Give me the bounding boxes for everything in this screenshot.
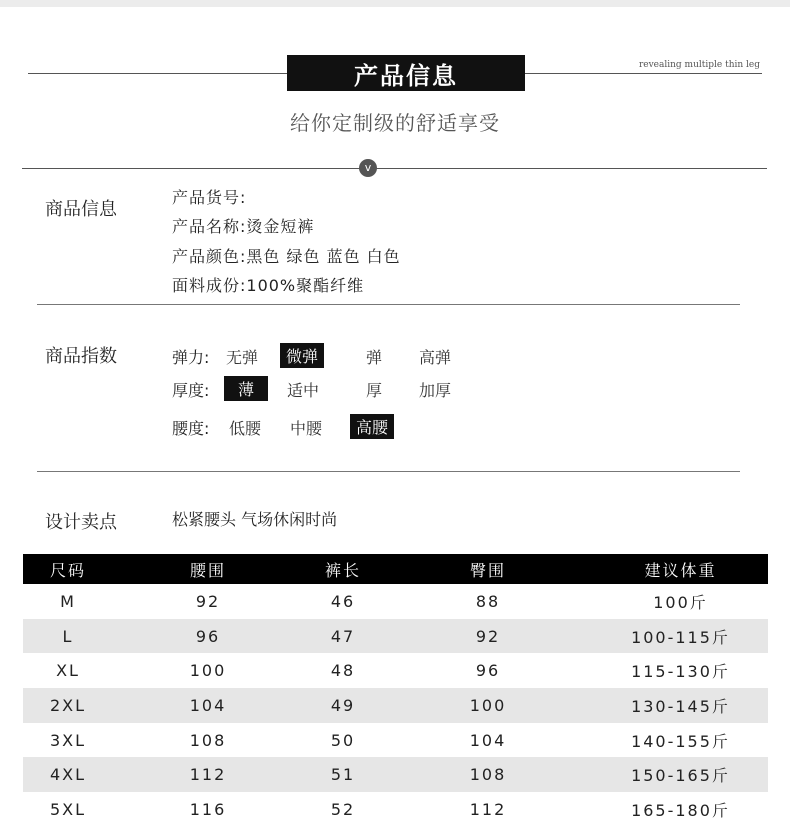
table-row	[23, 653, 768, 688]
cell-weight: 130-145斤	[631, 696, 730, 716]
column-header-hip: 臀围	[469, 560, 506, 580]
divider-line	[22, 168, 767, 169]
cell-hip: 108	[469, 765, 507, 785]
english-tagline: revealing multiple thin leg	[638, 60, 760, 70]
cell-waist: 104	[189, 695, 227, 715]
cell-hip: 112	[469, 799, 507, 819]
chevron-down-icon: v	[359, 159, 377, 177]
info-line-color: 产品颜色:黑色 绿色 蓝色 白色	[172, 247, 401, 266]
cell-waist: 112	[189, 765, 227, 785]
column-header-weight: 建议体重	[644, 560, 717, 580]
cell-weight: 100斤	[653, 592, 708, 612]
table-row	[23, 584, 768, 619]
design-label: 设计卖点	[45, 512, 117, 533]
elasticity-option-normal: 弹	[366, 348, 383, 367]
cell-hip: 96	[475, 661, 501, 681]
thickness-option-thick: 厚	[366, 381, 383, 400]
top-strip	[0, 0, 790, 7]
elasticity-option-high: 高弹	[419, 348, 452, 367]
column-header-length: 裤长	[324, 560, 361, 580]
cell-size: XL	[56, 661, 80, 681]
product-index-label: 商品指数	[45, 346, 117, 367]
thickness-label: 厚度:	[172, 381, 210, 400]
elasticity-option-none: 无弹	[226, 348, 259, 367]
cell-weight: 100-115斤	[631, 627, 730, 647]
cell-hip: 88	[475, 591, 501, 611]
elasticity-label: 弹力:	[172, 348, 210, 367]
waist-option-low: 低腰	[229, 419, 262, 438]
elasticity-option-slight: 微弹	[280, 343, 324, 368]
table-row	[23, 688, 768, 723]
waist-option-mid: 中腰	[290, 419, 323, 438]
cell-waist: 96	[195, 626, 221, 646]
cell-size: 2XL	[49, 695, 87, 715]
cell-weight: 150-165斤	[631, 766, 730, 786]
cell-weight: 140-155斤	[631, 731, 730, 751]
table-row	[23, 757, 768, 792]
cell-waist: 108	[189, 730, 227, 750]
info-line-name: 产品名称:烫金短裤	[172, 217, 315, 236]
table-row	[23, 619, 768, 654]
cell-length: 47	[330, 626, 356, 646]
cell-weight: 115-130斤	[631, 662, 730, 682]
cell-size: M	[60, 591, 76, 611]
cell-size: 4XL	[49, 765, 87, 785]
section-divider	[37, 471, 740, 472]
cell-length: 46	[330, 591, 356, 611]
cell-weight: 165-180斤	[631, 800, 730, 820]
cell-length: 49	[330, 695, 356, 715]
info-line-code: 产品货号:	[172, 188, 247, 207]
thickness-option-medium: 适中	[287, 381, 320, 400]
cell-size: 3XL	[49, 730, 87, 750]
size-table	[23, 554, 768, 827]
column-header-size: 尺码	[49, 560, 86, 580]
product-info-label: 商品信息	[45, 199, 117, 220]
cell-hip: 92	[475, 626, 501, 646]
waist-label: 腰度:	[172, 419, 210, 438]
cell-hip: 104	[469, 730, 507, 750]
table-header	[23, 554, 768, 584]
design-text: 松紧腰头 气场休闲时尚	[172, 510, 338, 529]
cell-hip: 100	[469, 695, 507, 715]
section-divider	[37, 304, 740, 305]
cell-waist: 92	[195, 591, 221, 611]
info-line-fabric: 面料成份:100%聚酯纤维	[172, 276, 365, 295]
cell-length: 48	[330, 661, 356, 681]
column-header-waist: 腰围	[189, 560, 226, 580]
subtitle: 给你定制级的舒适享受	[290, 111, 500, 135]
cell-length: 52	[330, 799, 356, 819]
cell-waist: 100	[189, 661, 227, 681]
cell-size: 5XL	[49, 799, 87, 819]
cell-length: 51	[330, 765, 356, 785]
cell-length: 50	[330, 730, 356, 750]
cell-waist: 116	[189, 799, 227, 819]
section-title: 产品信息	[287, 55, 525, 91]
table-row	[23, 723, 768, 758]
thickness-option-thin: 薄	[224, 376, 268, 401]
thickness-option-extra-thick: 加厚	[419, 381, 452, 400]
waist-option-high: 高腰	[350, 414, 394, 439]
cell-size: L	[62, 626, 74, 646]
table-row	[23, 792, 768, 827]
